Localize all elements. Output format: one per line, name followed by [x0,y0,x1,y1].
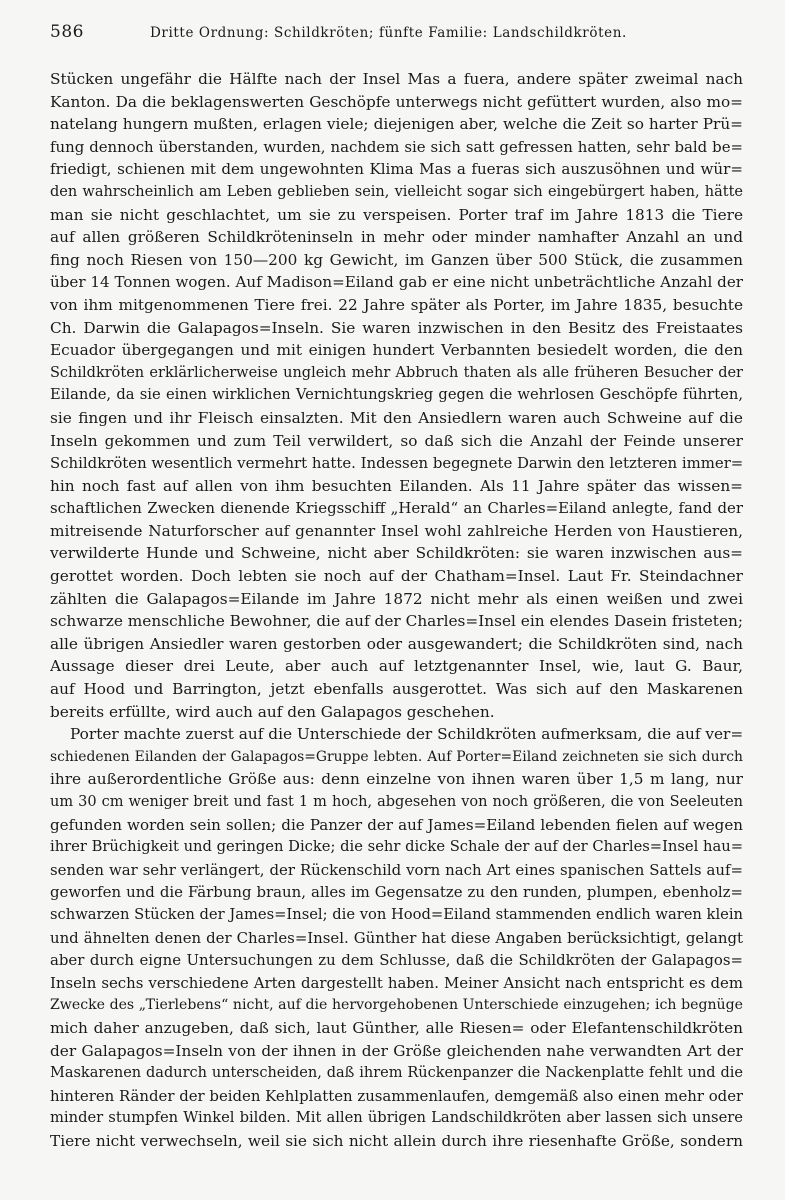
text-line: Kanton. Da die beklagenswerten Geschöpfe unterwegs nicht gefüttert wurden, also mo= [50,92,743,111]
text-line: Eilande, da sie einen wirklichen Vernichtungskrieg gegen die wehrlosen Geschöpfe führten, [50,386,743,404]
text-line: schiedenen Eilanden der Galapagos=Gruppe lebten. Auf Porter=Eiland zeichneten sie sich durch [50,748,743,765]
paragraph [50,723,743,1152]
text-line: Maskarenen dadurch unterscheiden, daß ihrem Rückenpanzer die Nackenplatte fehlt und die [50,1065,743,1082]
text-line: ihre außerordentliche Größe aus: denn einzelne von ihnen waren über 1,5 m lang, nur [50,770,743,789]
text-line: Ecuador übergegangen und mit einigen hundert Verbannten besiedelt worden, die den [50,341,743,360]
text-line: friedigt, schienen mit dem ungewohnten Klima Mas a fueras sich auszusöhnen und wür= [50,160,743,179]
running-head: Dritte Ordnung: Schildkröten; fünfte Familie: Landschildkröten. [150,25,627,41]
text-line: bereits erfüllte, wird auch auf den Galapagos geschehen. [50,702,495,721]
body-text [50,68,743,1153]
text-line: Tiere nicht verwechseln, weil sie sich nicht allein durch ihre riesenhafte Größe, sondern [50,1131,743,1150]
text-line: um 30 cm weniger breit und fast 1 m hoch, abgesehen von noch größeren, die von Seeleuten [50,794,743,810]
text-line: schwarze menschliche Bewohner, die auf der Charles=Insel ein elendes Dasein fristeten; [50,612,743,631]
text-line: Schildkröten wesentlich vermehrt hatte. Indessen begegnete Darwin den letzteren immer= [50,454,743,473]
text-line: von ihm mitgenommenen Tiere frei. 22 Jahre später als Porter, im Jahre 1835, besuchte [50,295,743,314]
text-line: Inseln gekommen und zum Teil verwildert, so daß sich die Anzahl der Feinde unserer [50,431,743,450]
text-line: gefunden worden sein sollen; die Panzer der auf James=Eiland lebenden fielen auf wegen [50,815,743,834]
text-line: fung dennoch überstanden, wurden, nachdem sie sich satt gefressen hatten, sehr bald be= [50,137,743,156]
text-line: hinteren Ränder der beiden Kehlplatten zusammenlaufen, demgemäß also einen mehr oder [50,1086,743,1105]
text-line: Schildkröten erklärlicherweise ungleich mehr Abbruch thaten als alle früheren Besucher der [50,364,743,381]
text-line: Zwecke des „Tierlebens“ nicht, auf die hervorgehobenen Unterschiede einzugehen; ich begnüge [50,997,743,1014]
text-line: sie fingen und ihr Fleisch einsalzten. Mit den Ansiedlern waren auch Schweine auf die [50,408,743,427]
text-line: Stücken ungefähr die Hälfte nach der Insel Mas a fuera, andere später zweimal nach [50,70,743,88]
text-line: den wahrscheinlich am Leben geblieben sein, vielleicht sogar sich eingebürgert haben, hätte [50,183,743,200]
text-line: mich daher anzugeben, daß sich, laut Günther, alle Riesen= oder Elefantenschildkröten [50,1018,743,1037]
text-line: Ch. Darwin die Galapagos=Inseln. Sie waren inzwischen in den Besitz des Freistaates [50,318,743,337]
text-line: auf allen größeren Schildkröteninseln in mehr oder minder namhafter Anzahl an und [50,228,743,247]
text-line: geworfen und die Färbung braun, alles im Gegensatze zu den runden, plumpen, ebenholz= [50,883,743,902]
text-line: senden war sehr verlängert, der Rückenschild vorn nach Art eines spanischen Sattels auf= [50,860,743,879]
text-line: und ähnelten denen der Charles=Insel. Günther hat diese Angaben berücksichtigt, gelangt [50,928,743,947]
text-line: Aussage dieser drei Leute, aber auch auf letztgenannter Insel, wie, laut G. Baur, [50,657,743,676]
text-line: minder stumpfen Winkel bilden. Mit allen übrigen Landschildkröten aber lassen sich unsere [50,1109,743,1127]
text-line: der Galapagos=Inseln von der ihnen in der Größe gleichenden nahe verwandten Art der [50,1041,743,1060]
text-line: alle übrigen Ansiedler waren gestorben oder ausgewandert; die Schildkröten sind, nach [50,634,743,653]
text-line: auf Hood und Barrington, jetzt ebenfalls ausgerottet. Was sich auf den Maskarenen [50,680,743,699]
page-header [50,22,743,48]
text-line: schwarzen Stücken der James=Insel; die von Hood=Eiland stammenden endlich waren klein [50,905,743,923]
text-line: zählten die Galapagos=Eilande im Jahre 1872 nicht mehr als einen weißen und zwei [50,589,743,608]
text-line: natelang hungern mußten, erlagen viele; diejenigen aber, welche die Zeit so harter Prü= [50,115,743,134]
text-line: mitreisende Naturforscher auf genannter Insel wohl zahlreiche Herden von Haustieren, [50,521,743,540]
text-line: Porter machte zuerst auf die Unterschiede der Schildkröten aufmerksam, die auf ver= [70,725,743,744]
text-line: gerottet worden. Doch lebten sie noch auf der Chatham=Insel. Laut Fr. Steindachner [50,567,743,586]
text-line: fing noch Riesen von 150—200 kg Gewicht, im Ganzen über 500 Stück, die zusammen [50,250,743,269]
text-line: man sie nicht geschlachtet, um sie zu verspeisen. Porter traf im Jahre 1813 die Tiere [50,205,743,224]
text-line: schaftlichen Zwecken dienende Kriegsschiff „Herald“ an Charles=Eiland anlegte, fand der [50,499,743,518]
page-number: 586 [50,22,84,42]
text-line: aber durch eigne Untersuchungen zu dem Schlusse, daß die Schildkröten der Galapagos= [50,951,743,970]
paragraph [50,68,743,723]
text-line: hin noch fast auf allen von ihm besuchten Eilanden. Als 11 Jahre später das wissen= [50,476,743,495]
text-line: über 14 Tonnen wogen. Auf Madison=Eiland gab er eine nicht unbeträchtliche Anzahl der [50,273,743,292]
text-line: ihrer Brüchigkeit und geringen Dicke; die sehr dicke Schale der auf der Charles=Insel hau= [50,838,743,856]
text-line: Inseln sechs verschiedene Arten dargestellt haben. Meiner Ansicht nach entspricht es dem [50,973,743,992]
text-line: verwilderte Hunde und Schweine, nicht aber Schildkröten: sie waren inzwischen aus= [50,544,743,563]
